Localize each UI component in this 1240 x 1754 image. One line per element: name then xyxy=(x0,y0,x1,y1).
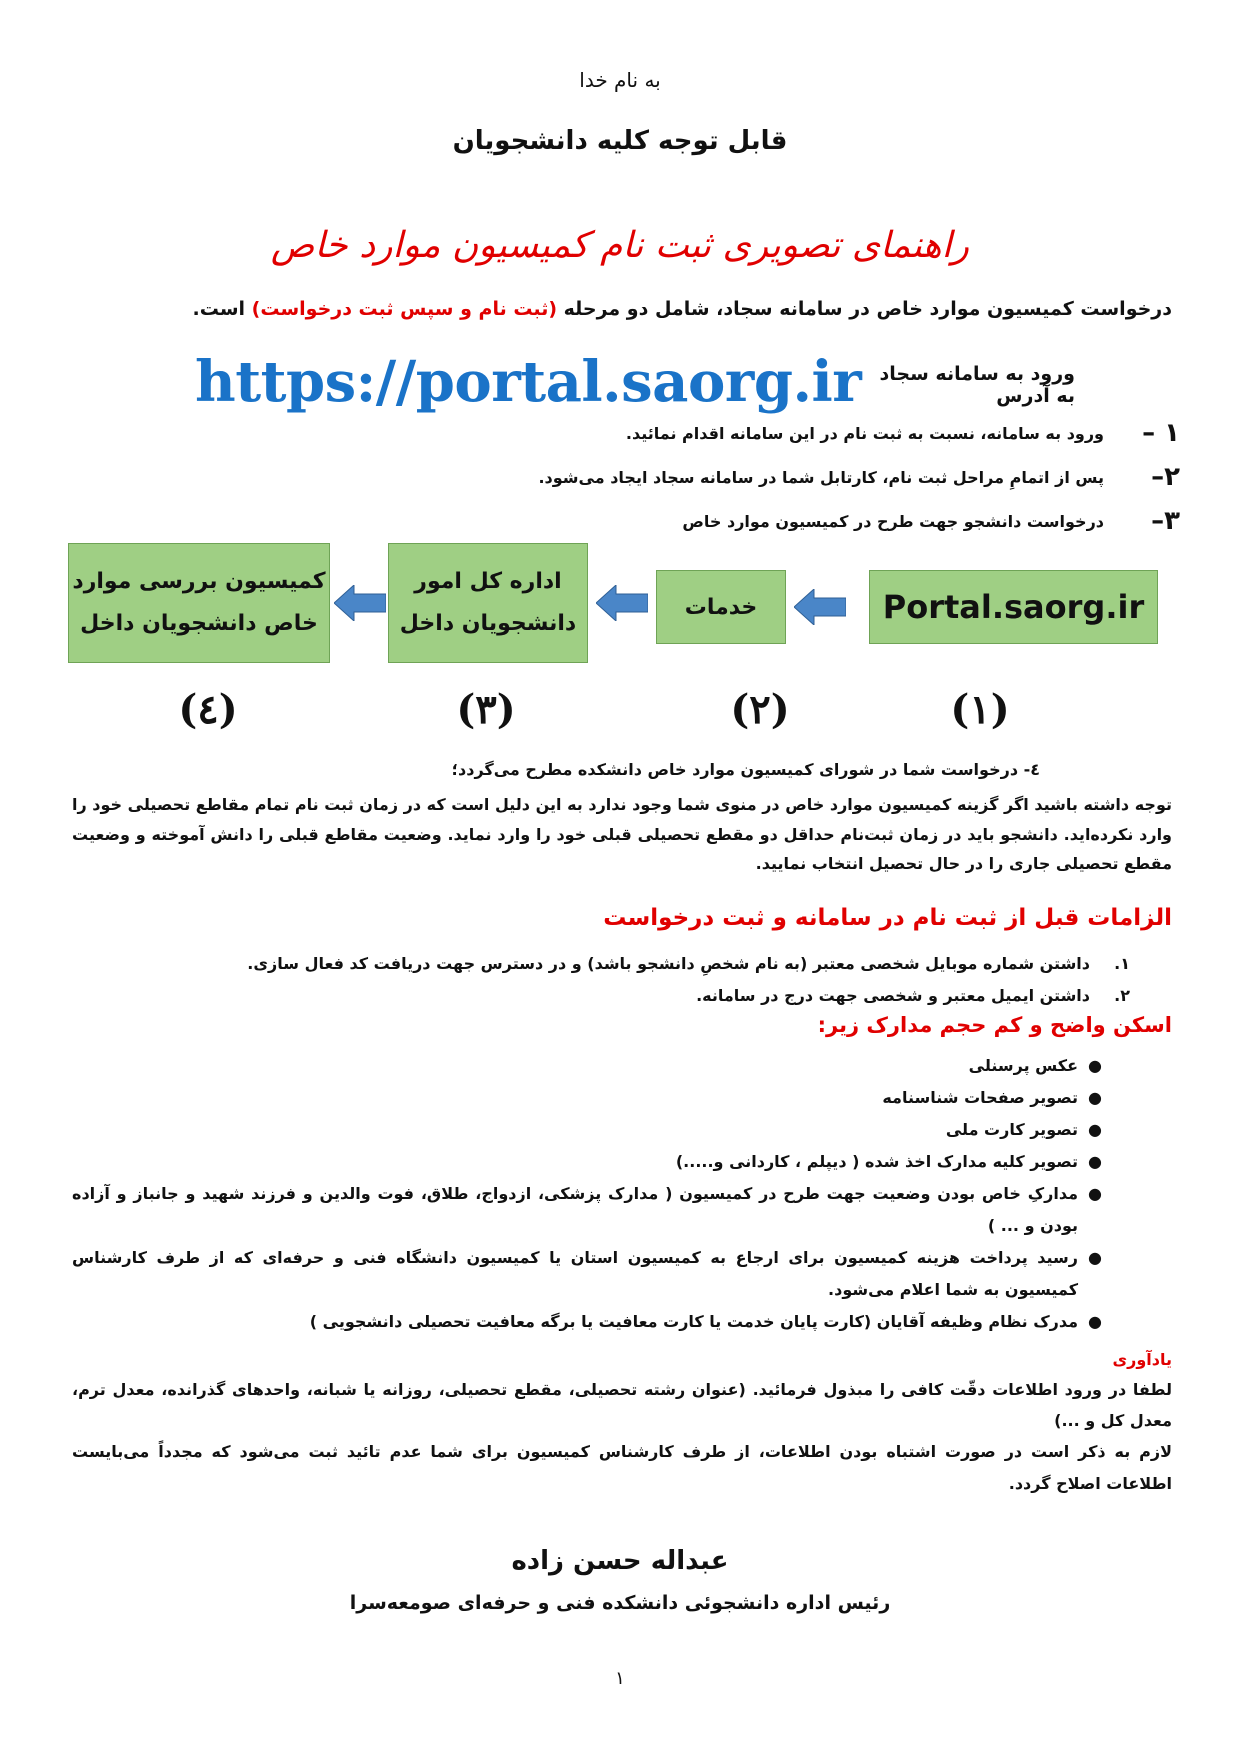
left-arrow-icon xyxy=(794,589,846,625)
portal-url-link[interactable]: https://portal.saorg.ir xyxy=(195,349,862,415)
stage-label-2: (۲) xyxy=(730,686,790,733)
list-text: رسید پرداخت هزینه کمیسیون برای ارجاع به کمیسیون استان یا کمیسیون دانشگاه فنی و حرفه‌ای که از طرف کارشناس کمیسیون به شما اعلام می‌شود. xyxy=(72,1248,1078,1299)
stage-label-4: (٤) xyxy=(178,686,238,733)
step-1 xyxy=(80,418,1180,448)
intro-before: درخواست کمیسیون موارد خاص در سامانه سجاد، شامل دو مرحله xyxy=(557,298,1172,320)
flow-box-label: دانشجویان داخل xyxy=(399,611,577,636)
list-text: مدارکِ خاص بودن وضعیت جهت طرح در کمیسیون ( مدارک پزشکی، ازدواج، طلاق، فوت والدین و فرزند شهید و جانباز و آزاده بودن و ... ) xyxy=(72,1184,1078,1235)
signature-name: عبداله حسن زاده xyxy=(511,1546,729,1576)
list-item xyxy=(130,980,1130,1012)
bullet-icon: ● xyxy=(1088,1088,1102,1107)
bullet-icon: ● xyxy=(1088,1184,1102,1203)
requirements-list xyxy=(130,948,1130,1012)
list-text: تصویر کارت ملی xyxy=(945,1120,1078,1139)
step-number: ۳– xyxy=(1151,506,1180,536)
step-3 xyxy=(80,506,1180,536)
left-arrow-icon xyxy=(334,585,386,621)
scan-list xyxy=(72,1050,1112,1338)
list-item xyxy=(130,948,1130,980)
note-paragraph: توجه داشته باشید اگر گزینه کمیسیون موارد خاص در منوی شما وجود ندارد به این دلیل است که در زمان ثبت نام تمام مقاطع تحصیلی خود را وارد نکرده‌اید. دانشجو باید در زمان ثبت‌نام حداقل دو مقطع تحصیلی قبلی خود را وارد نماید. وضعیت مقاطع قبلی را دانش آموخته و وضعیت مقطع تحصیلی جاری را در حال تحصیل انتخاب نمایید. xyxy=(72,795,1172,874)
basmala: به نام خدا xyxy=(579,68,661,92)
flow-box-label: کمیسیون بررسی موارد xyxy=(72,569,326,595)
flow-box-commission xyxy=(68,543,330,663)
reminder-text xyxy=(72,1374,1172,1499)
list-text: عکس پرسنلی xyxy=(968,1056,1078,1075)
bullet-icon: ● xyxy=(1088,1056,1102,1075)
list-item xyxy=(72,1242,1112,1306)
step-text: پس از اتمامِ مراحل ثبت نام، کارتابل شما در سامانه سجاد ایجاد می‌شود. xyxy=(538,467,1104,487)
flow-box-portal xyxy=(869,570,1158,644)
intro-text xyxy=(62,298,1172,320)
list-item xyxy=(72,1050,1112,1082)
list-text: تصویر کلیه مدارک اخذ شده ( دیپلم ، کاردانی و.....) xyxy=(675,1152,1078,1171)
step-number: ۲– xyxy=(1151,462,1180,492)
reminder-line: لطفا در ورود اطلاعات دقّت کافی را مبذول فرمائید. (عنوان رشته تحصیلی، مقطع تحصیلی، روزانه یا شبانه، واحدهای گذرانده، معدل ترم، معدل کل و ...) xyxy=(72,1380,1172,1431)
list-item xyxy=(72,1146,1112,1178)
flow-box-services xyxy=(656,570,786,644)
bullet-icon: ● xyxy=(1088,1248,1102,1267)
list-item xyxy=(72,1178,1112,1242)
flow-box-student-affairs xyxy=(388,543,588,663)
list-item xyxy=(72,1082,1112,1114)
portal-label: ورود به سامانه سجاد به آدرس xyxy=(879,363,1075,407)
flow-box-label: خدمات xyxy=(684,594,758,620)
step-text: ورود به سامانه، نسبت به ثبت نام در این سامانه اقدام نمائید. xyxy=(625,423,1104,443)
flow-box-label: اداره کل امور xyxy=(414,569,562,595)
attention-heading: قابل توجه کلیه دانشجویان xyxy=(452,126,788,156)
intro-highlight: (ثبت نام و سپس ثبت درخواست) xyxy=(251,298,558,320)
signature-role: رئیس اداره دانشجوئی دانشکده فنی و حرفه‌ای صومعه‌سرا xyxy=(349,1592,891,1614)
reminder-title: یادآوری xyxy=(1112,1350,1172,1369)
guide-title: راهنمای تصویری ثبت نام کمیسیون موارد خاص xyxy=(270,225,970,266)
list-text: مدرک نظام وظیفه آقایان (کارت پایان خدمت یا کارت معافیت یا برگه معافیت تحصیلی دانشجویی ) xyxy=(309,1312,1078,1331)
bullet-icon: ● xyxy=(1088,1120,1102,1139)
list-item xyxy=(72,1114,1112,1146)
bullet-icon: ● xyxy=(1088,1312,1102,1331)
flow-box-label: خاص دانشجویان داخل xyxy=(80,611,318,636)
step-number: ۱ – xyxy=(1142,418,1180,448)
list-text: داشتن ایمیل معتبر و شخصی جهت درج در سامانه. xyxy=(696,986,1090,1005)
scan-title: اسکن واضح و کم حجم مدارک زیر: xyxy=(817,1013,1172,1037)
step-4: ٤- درخواست شما در شورای کمیسیون موارد خاص دانشکده مطرح می‌گردد؛ xyxy=(451,760,1040,779)
step-text: درخواست دانشجو جهت طرح در کمیسیون موارد خاص xyxy=(682,511,1104,531)
step-2 xyxy=(80,462,1180,492)
list-number: ۱. xyxy=(1114,954,1130,973)
flow-box-label: Portal.saorg.ir xyxy=(882,588,1145,626)
list-text: داشتن شماره موبایل شخصی معتبر (به نام شخصِ دانشجو باشد) و در دسترس جهت دریافت کد فعال سازی. xyxy=(247,954,1090,973)
intro-after: است. xyxy=(192,298,252,320)
left-arrow-icon xyxy=(596,585,648,621)
list-number: ۲. xyxy=(1114,986,1130,1005)
list-item xyxy=(72,1306,1112,1338)
portal-line xyxy=(195,345,1075,415)
stage-label-3: (۳) xyxy=(456,686,516,733)
reminder-line: لازم به ذکر است در صورت اشتباه بودن اطلاعات، از طرف کارشناس کمیسیون برای شما عدم تائید ثبت می‌شود که مجدداً می‌بایست اطلاعات اصلاح گردد. xyxy=(72,1442,1172,1493)
list-text: تصویر صفحات شناسنامه xyxy=(882,1088,1078,1107)
bullet-icon: ● xyxy=(1088,1152,1102,1171)
requirements-title: الزامات قبل از ثبت نام در سامانه و ثبت درخواست xyxy=(603,905,1172,931)
stage-label-1: (۱) xyxy=(950,686,1010,733)
page-number: ۱ xyxy=(615,1668,625,1689)
